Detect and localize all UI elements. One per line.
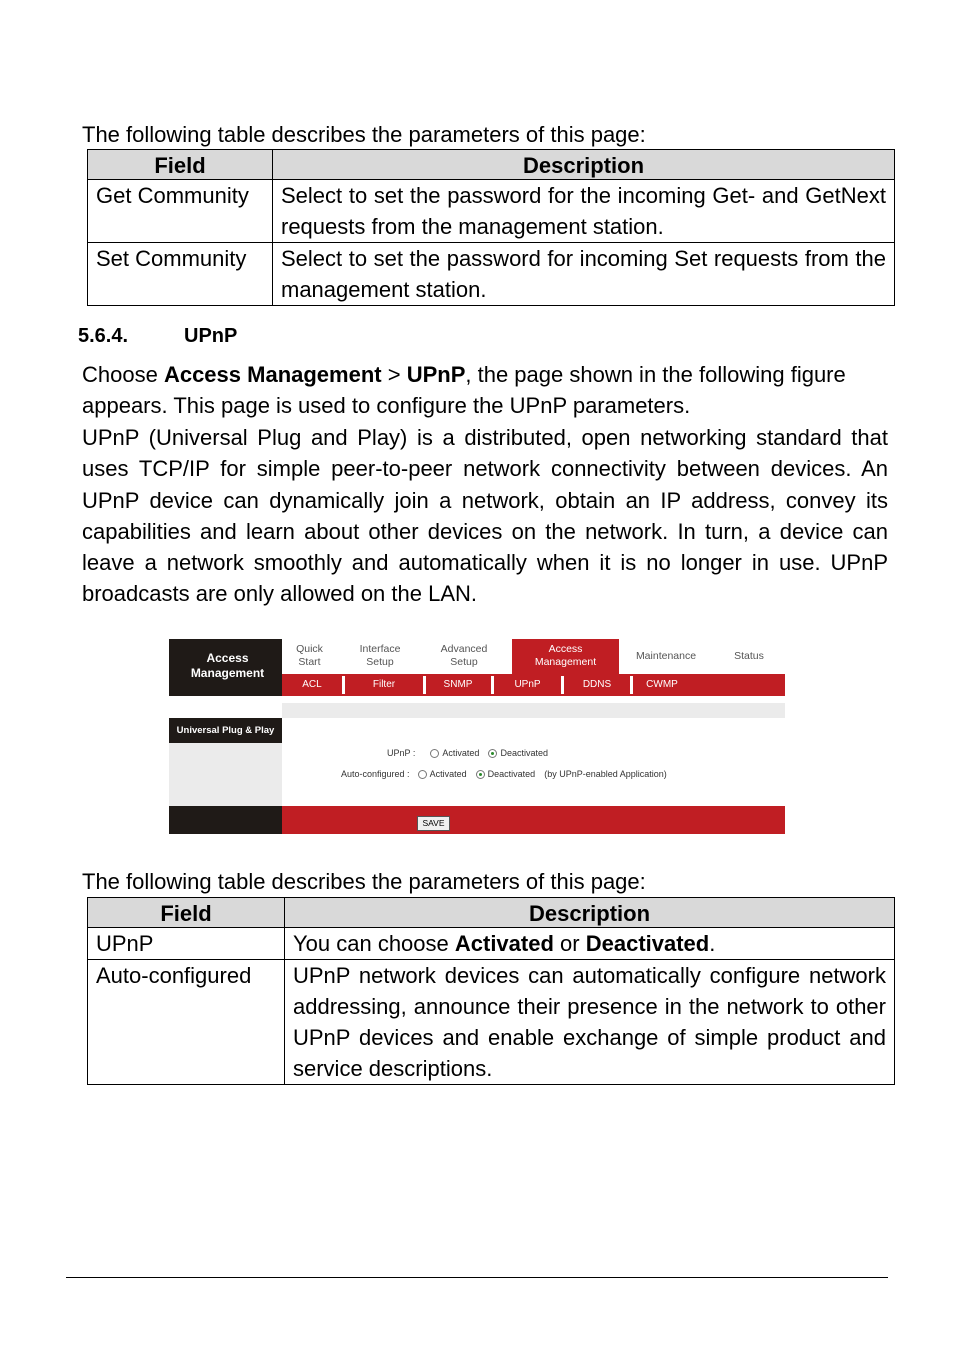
section-label-upnp: Universal Plug & Play (169, 718, 282, 743)
description-cell: Select to set the password for incoming Set requests from the management station. (273, 243, 895, 306)
intro-text-2: The following table describes the parameters of this page: (82, 869, 646, 894)
radio-label: Activated (442, 748, 480, 758)
params-table-2 (87, 897, 895, 1085)
field-cell: Auto-configured (88, 960, 285, 1085)
radio-label: Activated (429, 769, 467, 779)
description-cell: You can choose Activated or Deactivated. (285, 928, 895, 960)
description-cell: Select to set the password for the incoming Get- and GetNext requests from the management station. (273, 180, 895, 243)
upnp-deactivated-radio[interactable] (488, 749, 497, 758)
brand-panel: Access Management (169, 639, 282, 696)
menu-path-access-management: Access Management (163, 362, 382, 387)
router-ui-figure (169, 639, 785, 834)
upnp-activated-radio[interactable] (430, 749, 439, 758)
table-header-field: Field (88, 150, 273, 180)
radio-label: Deactivated (500, 748, 548, 758)
subtab-cwmp[interactable]: CWMP (646, 679, 678, 690)
menu-path-upnp: UPnP (406, 362, 466, 387)
table-header-field: Field (88, 898, 285, 928)
section-number: 5.6.4. (78, 325, 129, 347)
save-button[interactable]: SAVE (417, 816, 450, 831)
table-row (88, 243, 895, 306)
tab-maintenance[interactable]: Maintenance (635, 650, 697, 662)
field-cell: Set Community (88, 243, 273, 306)
footer-rule (66, 1277, 888, 1278)
sub-tabs (282, 674, 785, 696)
paragraph-upnp-description: UPnP (Universal Plug and Play) is a distributed, open networking standard that uses TCP/IP for simple peer-to-peer network connectivity between devices. An UPnP device can dynamically join a network, obtain an IP address, convey its capabilities and learn about other devices on the network. In turn, a device can leave a network smoothly and automatically when it is no longer in use. UPnP broadcasts are only allowed on the LAN. (82, 425, 888, 607)
radio-label: Deactivated (487, 769, 536, 779)
auto-deactivated-radio[interactable] (476, 770, 485, 779)
main-tabs (282, 639, 785, 674)
tab-interface-setup[interactable]: Interface Setup (359, 643, 401, 668)
params-table-1 (87, 149, 895, 306)
subtab-upnp[interactable]: UPnP (514, 679, 541, 690)
table-row (88, 928, 895, 960)
upnp-row (387, 748, 548, 758)
auto-configured-label: Auto-configured : (341, 769, 410, 779)
tab-status[interactable]: Status (734, 650, 764, 662)
description-cell: UPnP network devices can automatically configure network addressing, announce their presence in the network to other UPnP devices and enable exchange of simple product and service descriptions. (285, 960, 895, 1085)
intro-text-1: The following table describes the parameters of this page: (82, 122, 646, 147)
table-row (88, 180, 895, 243)
auto-note: (by UPnP-enabled Application) (544, 769, 667, 779)
subtab-filter[interactable]: Filter (372, 679, 396, 690)
subtab-snmp[interactable]: SNMP (443, 679, 473, 690)
subtab-acl[interactable]: ACL (302, 679, 322, 690)
footer-bar (282, 806, 785, 834)
paragraph-choose: Choose Access Management > UPnP, the page shown in the following figure appears. This page is used to configure the UPnP parameters. (82, 362, 846, 419)
field-cell: UPnP (88, 928, 285, 960)
spacer-bar (282, 703, 785, 718)
auto-configured-row (341, 769, 667, 779)
auto-activated-radio[interactable] (418, 770, 427, 779)
upnp-label: UPnP : (387, 748, 416, 758)
table-header-description: Description (273, 150, 895, 180)
footer-left (169, 806, 282, 834)
section-title: UPnP (184, 325, 238, 347)
subtab-ddns[interactable]: DDNS (582, 679, 612, 690)
table-header-description: Description (285, 898, 895, 928)
tab-access-management[interactable]: Access Management (512, 639, 619, 674)
section-heading (78, 322, 237, 350)
tab-quick-start[interactable]: Quick Start (296, 643, 323, 668)
field-cell: Get Community (88, 180, 273, 243)
tab-advanced-setup[interactable]: Advanced Setup (440, 643, 488, 668)
table-row (88, 960, 895, 1085)
